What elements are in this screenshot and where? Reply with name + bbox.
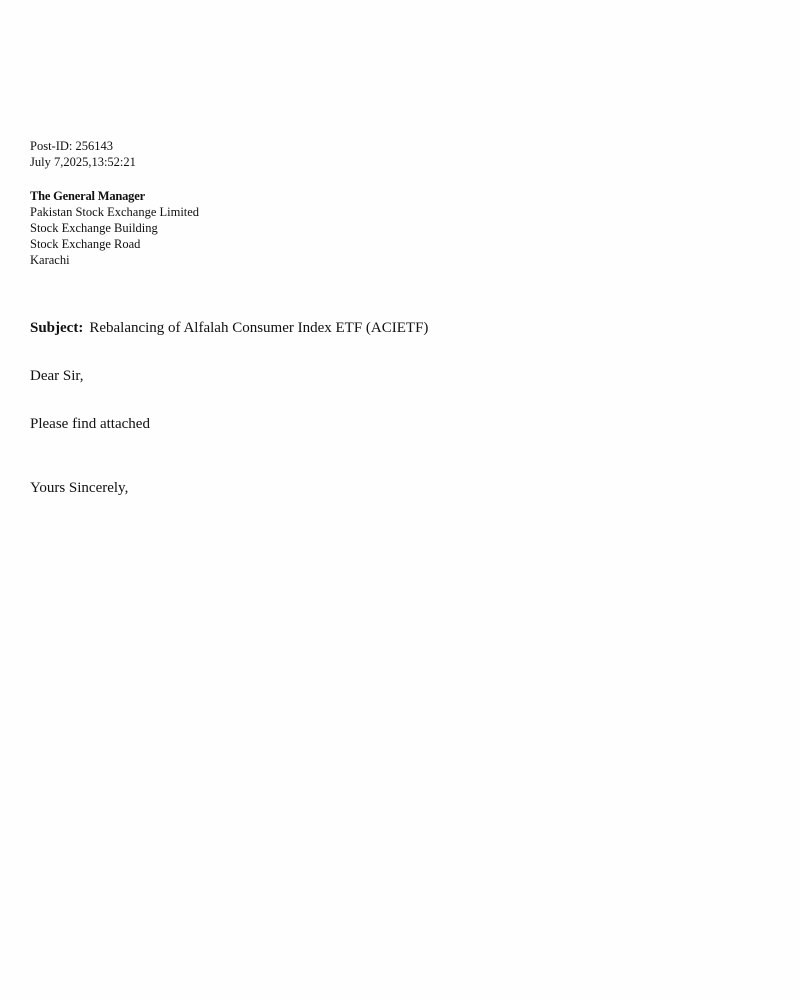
recipient-building: Stock Exchange Building [30,221,158,235]
subject-text: Rebalancing of Alfalah Consumer Index ETF (ACIETF) [89,320,429,336]
subject-label: Subject: [30,320,84,336]
recipient-address [30,188,770,268]
closing: Yours Sincerely, [30,480,129,496]
recipient-city: Karachi [30,253,70,267]
recipient-org: Pakistan Stock Exchange Limited [30,205,200,219]
salutation: Dear Sir, [30,368,84,384]
recipient-title: The General Manager [30,189,145,203]
recipient-road: Stock Exchange Road [30,237,141,251]
post-id: Post-ID: 256143 [30,139,113,153]
post-datetime: July 7,2025,13:52:21 [30,155,136,169]
letter-meta [30,138,770,170]
letter-body: Please find attached [30,416,150,432]
letter-page [30,138,770,498]
subject-line [30,318,770,338]
